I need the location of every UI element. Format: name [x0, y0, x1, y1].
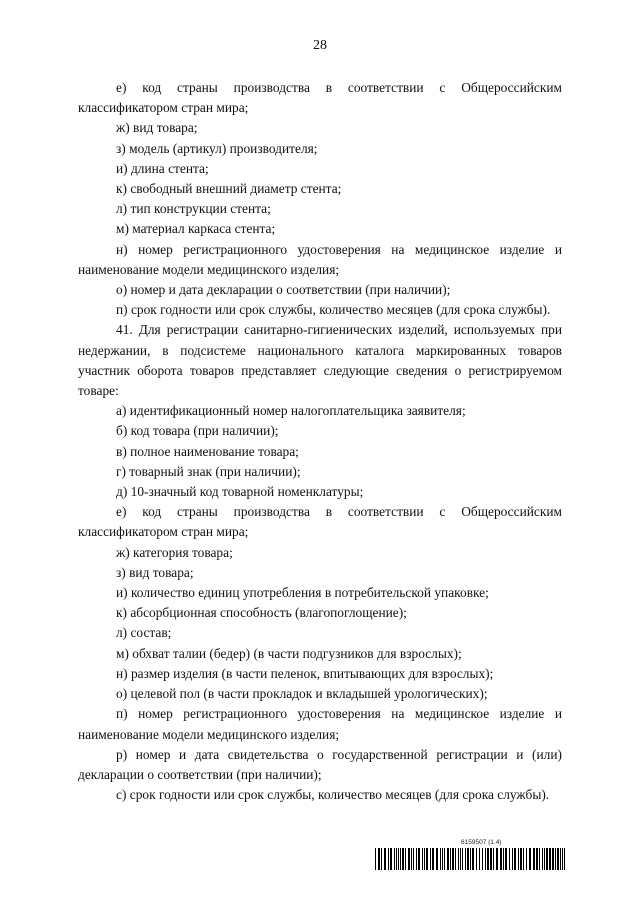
paragraph-g-trademark: г) товарный знак (при наличии); [116, 463, 301, 479]
paragraph-zh-product-type: ж) вид товара; [116, 120, 198, 136]
paragraph-k-absorbency: к) абсорбционная способность (влагопоглощение); [116, 605, 407, 621]
paragraph-e-country-2: е) код страны производства в соответствии с Общероссийским классификатором стран мира; [78, 504, 562, 540]
document-code: 6159507 (1.4) [461, 839, 502, 846]
paragraph-m-stent-material: м) материал каркаса стента; [116, 221, 276, 237]
paragraph-m-waist-size: м) обхват талии (бедер) (в части подгузников для взрослых); [116, 645, 462, 661]
paragraph-n-item-size: н) размер изделия (в части пеленок, впитывающих для взрослых); [116, 665, 494, 681]
paragraph-e-country: е) код страны производства в соответствии с Общероссийским классификатором стран мира; [78, 80, 562, 116]
paragraph-i-units-count: и) количество единиц употребления в потребительской упаковке; [116, 585, 489, 601]
paragraph-b-product-code: б) код товара (при наличии); [116, 423, 279, 439]
paragraph-i-stent-length: и) длина стента; [116, 160, 209, 176]
paragraph-v-full-name: в) полное наименование товара; [116, 443, 299, 459]
paragraph-l-composition: л) состав; [116, 625, 172, 641]
paragraph-p-shelf-life: п) срок годности или срок службы, количество месяцев (для срока службы). [116, 302, 551, 318]
paragraph-o-declaration: о) номер и дата декларации о соответствии (при наличии); [116, 282, 451, 298]
paragraph-z-product-type: з) вид товара; [116, 564, 194, 580]
paragraph-d-tnved-code: д) 10-значный код товарной номенклатуры; [116, 484, 364, 500]
paragraph-41-intro: 41. Для регистрации санитарно-гигиенических изделий, используемых при недержании, в подсистеме национального каталога маркированных товаров участник оборота товаров представляет следующие сведения о регистрируемом товаре: [78, 322, 562, 399]
paragraph-p-registration: п) номер регистрационного удостоверения на медицинское изделие и наименование модели медицинского изделия; [78, 706, 562, 742]
paragraph-o-target-gender: о) целевой пол (в части прокладок и вкладышей урологических); [116, 686, 488, 702]
document-body [78, 78, 562, 805]
paragraph-zh-category: ж) категория товара; [116, 544, 233, 560]
paragraph-s-shelf-life: с) срок годности или срок службы, количество месяцев (для срока службы). [116, 787, 550, 803]
paragraph-l-stent-construction: л) тип конструкции стента; [116, 201, 271, 217]
paragraph-k-stent-diameter: к) свободный внешний диаметр стента; [116, 181, 342, 197]
paragraph-n-registration: н) номер регистрационного удостоверения на медицинское изделие и наименование модели медицинского изделия; [78, 241, 562, 277]
paragraph-z-model: з) модель (артикул) производителя; [116, 140, 318, 156]
paragraph-a-inn: а) идентификационный номер налогоплательщика заявителя; [116, 403, 466, 419]
barcode-icon [375, 848, 565, 870]
paragraph-r-certificate: р) номер и дата свидетельства о государственной регистрации и (или) декларации о соответствии (при наличии); [78, 746, 562, 782]
page-number: 28 [313, 38, 327, 53]
